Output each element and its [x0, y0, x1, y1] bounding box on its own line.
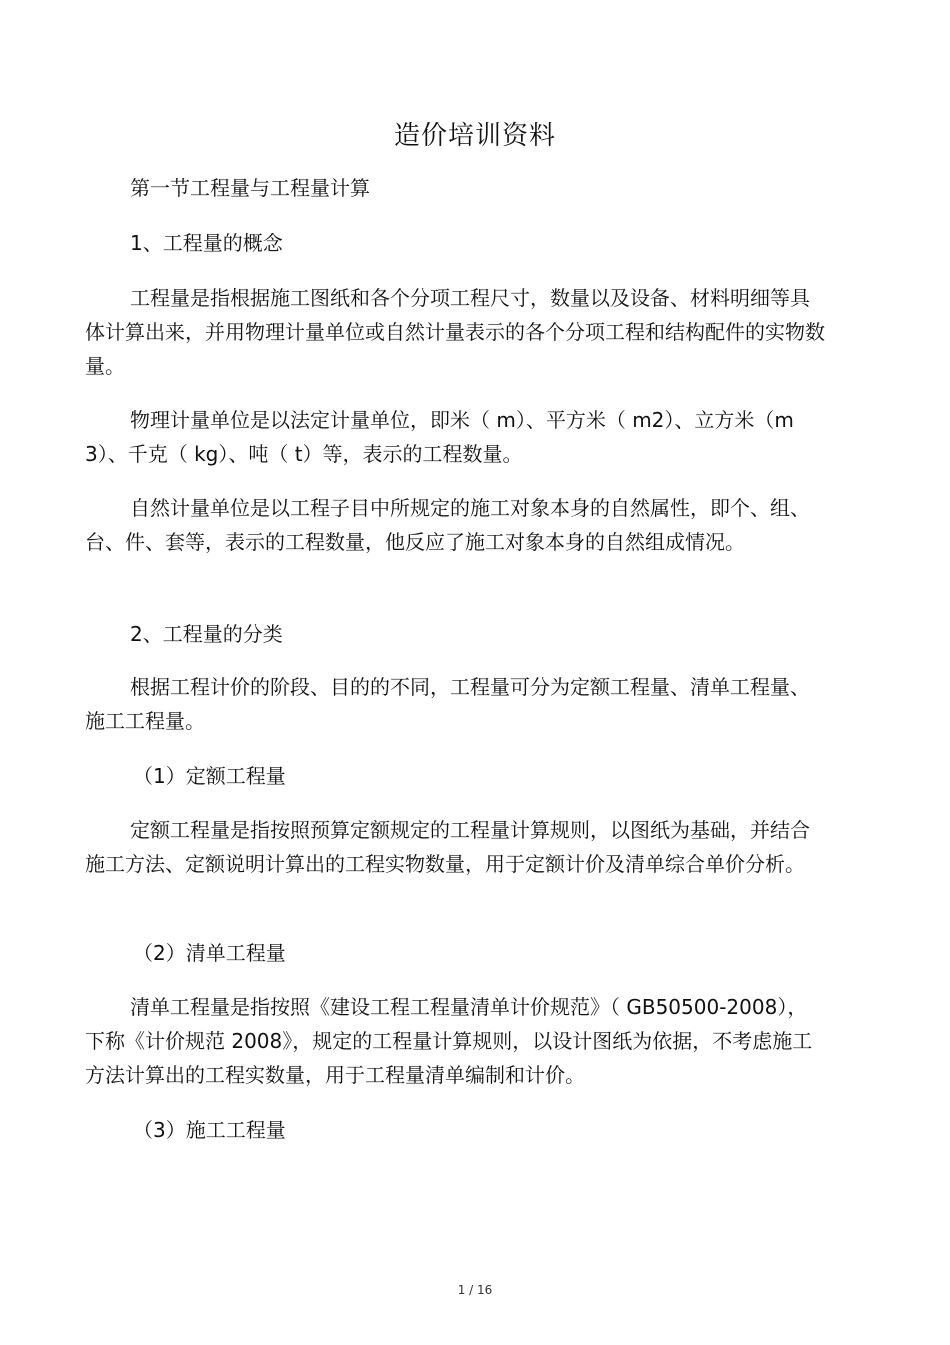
- paragraph-physical-units: 物理计量单位是以法定计量单位，即米（ m）、平方米（ m2）、立方米（m3）、千克（ kg）、吨（ t）等，表示的工程数量。: [85, 408, 794, 466]
- page-number: 1 / 16: [457, 1283, 493, 1297]
- paragraph-bill: 清单工程量是指按照《建设工程工程量清单计价规范》（ GB50500-2008），下称《计价规范 2008》，规定的工程量计算规则，以设计图纸为依据，不考虑施工方法计算出的工程实数量，用于工程量清单编制和计价。: [85, 995, 813, 1087]
- document-title: 造价培训资料: [393, 121, 556, 151]
- subheading-2: 2、工程量的分类: [130, 622, 283, 646]
- paragraph-quota: 定额工程量是指按照预算定额规定的工程量计算规则，以图纸为基础，并结合施工方法、定额说明计算出的工程实物数量，用于定额计价及清单综合单价分析。: [85, 818, 810, 876]
- subheading-quota: （1）定额工程量: [133, 764, 286, 788]
- paragraph-natural-units: 自然计量单位是以工程子目中所规定的施工对象本身的自然属性，即个、组、台、件、套等，表示的工程数量，他反应了施工对象本身的自然组成情况。: [85, 496, 810, 554]
- subheading-construction: （3）施工工程量: [133, 1118, 286, 1142]
- subheading-bill: （2）清单工程量: [133, 941, 286, 965]
- paragraph-definition: 工程量是指根据施工图纸和各个分项工程尺寸，数量以及设备、材料明细等具体计算出来，并用物理计量单位或自然计量表示的各个分项工程和结构配件的实物数量。: [85, 286, 825, 378]
- paragraph-classification: 根据工程计价的阶段、目的的不同，工程量可分为定额工程量、清单工程量、施工工程量。: [85, 675, 810, 733]
- section-heading: 第一节工程量与工程量计算: [130, 176, 370, 200]
- subheading-1: 1、工程量的概念: [130, 231, 283, 255]
